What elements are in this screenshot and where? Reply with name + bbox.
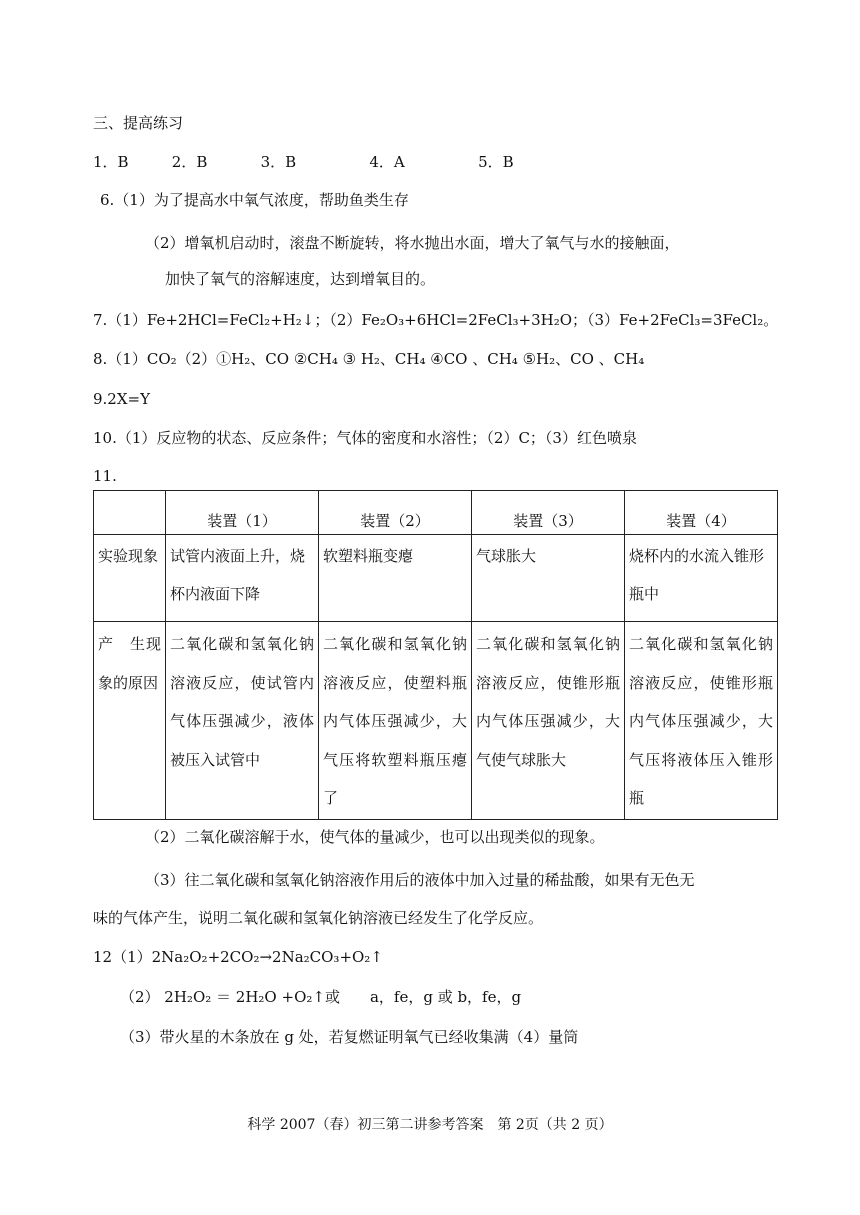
table-header-cell: 装置（3） bbox=[472, 491, 625, 535]
multiple-choice-answers bbox=[93, 152, 514, 172]
q12-part1: 12（1）2Na₂O₂+2CO₂→2Na₂CO₃+O₂↑ bbox=[93, 948, 383, 966]
table-cell: 二氧化碳和氢氧化钠溶液反应，使锥形瓶内气体压强减少，大气使气球胀大 bbox=[472, 622, 625, 820]
page-footer: 科学 2007（春）初三第二讲参考答案 第 2页（共 2 页） bbox=[247, 1117, 613, 1133]
row-label-phenomenon: 实验现象 bbox=[94, 535, 166, 622]
table-row bbox=[94, 622, 778, 820]
table-cell: 烧杯内的水流入锥形瓶中 bbox=[625, 535, 778, 622]
section-title: 三、提高练习 bbox=[93, 114, 184, 132]
q7-answer: 7.（1）Fe+2HCl=FeCl₂+H₂↓；（2）Fe₂O₃+6HCl=2FeCl₃+3H₂O；（3）Fe+2FeCl₃=3FeCl₂。 bbox=[93, 311, 779, 329]
answer-5: 5．B bbox=[478, 153, 514, 171]
q11-label: 11. bbox=[93, 467, 117, 485]
table-cell: 试管内液面上升，烧杯内液面下降 bbox=[166, 535, 319, 622]
table-cell: 气球胀大 bbox=[472, 535, 625, 622]
table-header-cell: 装置（1） bbox=[166, 491, 319, 535]
table-cell: 二氧化碳和氢氧化钠溶液反应，使塑料瓶内气体压强减少，大气压将软塑料瓶压瘪了 bbox=[319, 622, 472, 820]
q12-part3: （3）带火星的木条放在 g 处，若复燃证明氧气已经收集满（4）量筒 bbox=[120, 1028, 579, 1046]
table-header-cell: 装置（4） bbox=[625, 491, 778, 535]
q11-part2: （2）二氧化碳溶解于水，使气体的量减少，也可以出现类似的现象。 bbox=[145, 828, 605, 846]
q10-answer: 10.（1）反应物的状态、反应条件；气体的密度和水溶性；（2）C；（3）红色喷泉 bbox=[93, 429, 637, 447]
table-cell: 二氧化碳和氢氧化钠溶液反应，使试管内气体压强减少，液体被压入试管中 bbox=[166, 622, 319, 820]
q6-part3: 加快了氧气的溶解速度，达到增氧目的。 bbox=[165, 270, 436, 288]
answer-3: 3．B bbox=[260, 153, 297, 171]
row-label-reason: 产 生现象的原因 bbox=[94, 622, 166, 820]
q6-part2: （2）增氧机启动时，滚盘不断旋转，将水抛出水面，增大了氧气与水的接触面， bbox=[145, 234, 680, 252]
answer-2: 2．B bbox=[171, 153, 208, 171]
table-header-row bbox=[94, 491, 778, 535]
q12-part2: （2） 2H₂O₂ ＝ 2H₂O +O₂↑或 a，fe，g 或 b，fe，g bbox=[120, 988, 522, 1006]
table-cell: 二氧化碳和氢氧化钠溶液反应，使锥形瓶内气体压强减少，大气压将液体压入锥形瓶 bbox=[625, 622, 778, 820]
q11-part3b: 味的气体产生，说明二氧化碳和氢氧化钠溶液已经发生了化学反应。 bbox=[93, 909, 544, 927]
answer-1: 1．B bbox=[93, 153, 129, 171]
q11-part3a: （3）往二氧化碳和氢氧化钠溶液作用后的液体中加入过量的稀盐酸，如果有无色无 bbox=[145, 871, 695, 889]
q9-answer: 9.2X=Y bbox=[93, 390, 151, 408]
q11-table bbox=[93, 490, 778, 820]
table-header-cell: 装置（2） bbox=[319, 491, 472, 535]
table-header-cell bbox=[94, 491, 166, 535]
q8-answer: 8.（1）CO₂（2）①H₂、CO ②CH₄ ③ H₂、CH₄ ④CO 、CH₄ ⑤H₂、CO 、CH₄ bbox=[93, 350, 645, 368]
answer-4: 4．A bbox=[369, 153, 405, 171]
q6-part1: 6.（1）为了提高水中氧气浓度，帮助鱼类生存 bbox=[100, 191, 409, 209]
table-cell: 软塑料瓶变瘪 bbox=[319, 535, 472, 622]
table-row bbox=[94, 535, 778, 622]
